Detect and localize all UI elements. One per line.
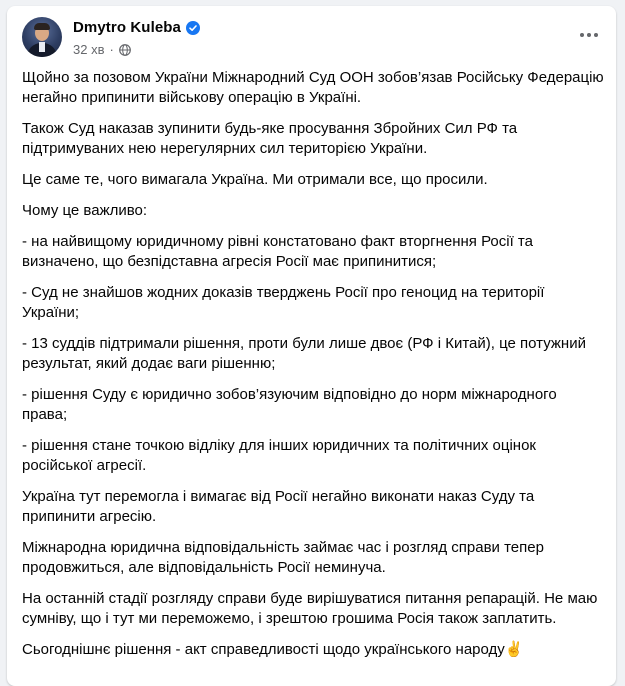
paragraph: - 13 суддів підтримали рішення, проти були лише двоє (РФ і Китай), це потужний результат, який додає ваги рішенню; (22, 335, 586, 372)
paragraph: Чому це важливо: (22, 202, 148, 219)
post-meta (73, 42, 131, 57)
post-header (22, 17, 604, 63)
paragraph: На останній стадії розгляду справи буде вирішуватися питання репарацій. Не маю сумніву, що і тут ми переможемо, і зрештою грошима Росія також заплатить. (22, 590, 598, 627)
more-options-icon[interactable] (574, 23, 604, 47)
globe-icon[interactable] (119, 44, 131, 56)
paragraph: - рішення стане точкою відліку для інших юридичних та політичних оцінок російської агресії. (22, 437, 536, 474)
final-paragraph-text: Сьогоднішнє рішення - акт справедливості щодо українського народу (22, 641, 505, 658)
paragraph: Також Суд наказав зупинити будь-яке просування Збройних Сил РФ та підтримуваних нею нерегулярних сил територією України. (22, 120, 518, 157)
author-avatar[interactable] (22, 17, 62, 57)
ukraine-flag-icon (526, 643, 542, 655)
author-row (73, 19, 200, 36)
post-body (22, 68, 604, 671)
meta-separator: · (109, 42, 114, 57)
verified-badge-icon (186, 21, 200, 35)
victory-hand-emoji: ✌️ (504, 641, 524, 658)
final-paragraph (22, 640, 604, 660)
paragraph: Міжнародна юридична відповідальність займає час і розгляд справи тепер продовжиться, але відповідальність Росії неминуча. (22, 539, 544, 576)
paragraph: - Суд не знайшов жодних доказів тверджень Росії про геноцид на території України; (22, 284, 545, 321)
author-name[interactable]: Dmytro Kuleba (73, 19, 181, 36)
paragraph: - на найвищому юридичному рівні констатовано факт вторгнення Росії та визначено, що безпідставна агресія Росії має припинитися; (22, 233, 533, 270)
post-card (7, 6, 616, 686)
paragraph: Щойно за позовом України Міжнародний Суд ООН зобов’язав Російську Федерацію негайно припинити військову операцію в Україні. (22, 69, 604, 106)
paragraph: Україна тут перемогла і вимагає від Росії негайно виконати наказ Суду та припинити агресію. (22, 488, 535, 525)
post-timestamp[interactable]: 32 хв (73, 42, 105, 57)
paragraph: - рішення Суду є юридично зобов’язуючим відповідно до норм міжнародного права; (22, 386, 557, 423)
paragraph: Це саме те, чого вимагала Україна. Ми отримали все, що просили. (22, 171, 488, 188)
